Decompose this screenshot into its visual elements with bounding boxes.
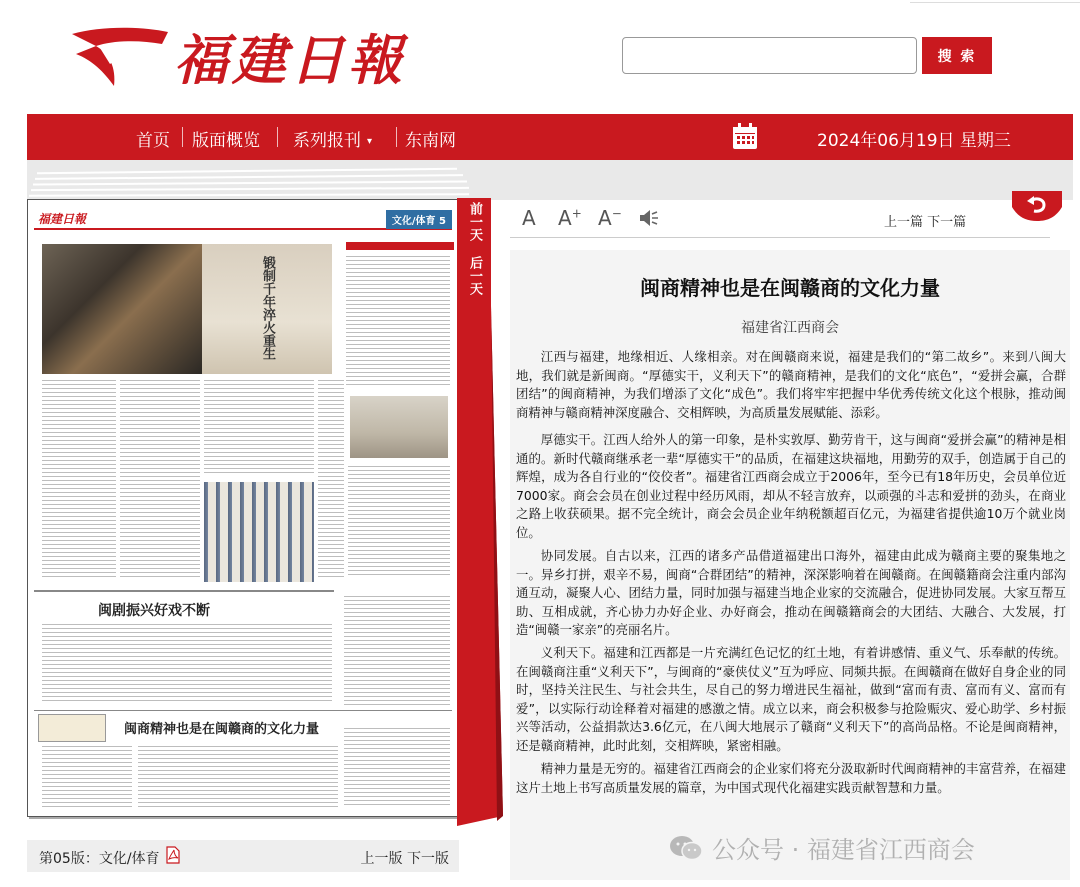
article-panel xyxy=(510,250,1070,880)
article-text xyxy=(138,746,338,808)
calendar-icon[interactable] xyxy=(732,123,758,150)
side-column-marker xyxy=(346,242,454,250)
body-text-column xyxy=(42,380,116,580)
logo-text: 福建日報 xyxy=(174,28,406,92)
side-text-column xyxy=(344,596,450,706)
minus-icon: − xyxy=(611,206,622,221)
paper-section-tab: 文化/体育 5 xyxy=(386,210,452,229)
nav-item-dongnanwang[interactable]: 东南网 xyxy=(405,131,456,151)
opera-text xyxy=(42,624,332,704)
article-toolbar xyxy=(510,200,1050,238)
body-text-column xyxy=(318,380,344,580)
next-day-label: 后一天 xyxy=(467,256,482,295)
current-date: 2024年06月19日 星期三 xyxy=(817,131,1011,151)
wechat-icon xyxy=(668,834,704,862)
paper-stack xyxy=(27,160,1073,200)
page-label: 第05版：文化/体育 xyxy=(39,851,160,867)
article-author: 福建省江西商会 xyxy=(741,320,839,336)
article-paragraph: 厚德实干。江西人给外人的第一印象，是朴实敦厚、勤劳肯干，这与闽商“爱拼会赢”的精神是相通的。新时代赣商继承老一辈“厚德实干”的品质，在福建这块福地，用勤劳的双手，创造属于自己的辉煌，成为各自行业的“佼佼者”。福建省江西商会成立于2006年，至今已有18年历史，会员单位近7000家。商会会员在创业过程中经历风雨，却从不轻言放弃，以顽强的斗志和爱拼的劲头，在商业之路上收获硕果。据不完全统计，商会会员企业年纳税额超百亿元，为福建省提供逾10万个就业岗位。 xyxy=(516,432,1066,540)
opera-headline[interactable]: 闽剧振兴好戏不断 xyxy=(98,603,210,619)
search-button[interactable]: 搜 索 xyxy=(922,37,992,74)
watermark-text: 公众号 · 福建省江西商会 xyxy=(712,836,975,864)
side-text-column xyxy=(348,466,450,576)
font-larger-label: A xyxy=(558,206,572,230)
article-headline-link[interactable]: 闽商精神也是在闽赣商的文化力量 xyxy=(124,722,320,737)
nav-divider xyxy=(277,127,278,147)
day-ribbon xyxy=(457,198,491,306)
article-title: 闽商精神也是在闽赣商的文化力量 xyxy=(640,276,940,300)
section-divider xyxy=(34,590,334,592)
main-nav xyxy=(27,114,1073,160)
side-text-column xyxy=(344,728,450,808)
font-smaller-button[interactable] xyxy=(598,206,622,230)
feature-photo[interactable] xyxy=(42,244,202,374)
column-badge xyxy=(38,714,106,742)
article-paragraph: 协同发展。自古以来，江西的诸多产品借道福建出口海外，福建由此成为赣商主要的聚集地之一。异乡打拼，艰辛不易，闽商“合群团结”的精神，深深影响着在闽赣商。在闽赣籍商会注重内部沟通互动，凝聚人心、团结力量，同时加强与福建当地企业家的交流融合，促进协同发展。大家互帮互助、互相成就，齐心协力办好企业、办好商会，推动在闽赣籍商会的大团结、大融合、大发展，打造“闽赣一家亲”的亮丽名片。 xyxy=(516,548,1066,638)
site-header xyxy=(0,0,1080,114)
craft-photo[interactable] xyxy=(204,482,314,582)
site-logo[interactable] xyxy=(70,18,406,95)
search-input[interactable] xyxy=(622,37,917,74)
nav-item-overview[interactable]: 版面概览 xyxy=(192,131,260,151)
next-day-link[interactable] xyxy=(462,256,486,295)
article-text xyxy=(42,746,132,808)
side-photo[interactable] xyxy=(350,396,448,458)
nav-item-series-label: 系列报刊 xyxy=(293,131,361,151)
pdf-icon[interactable] xyxy=(165,846,181,864)
font-normal-button[interactable]: A xyxy=(522,206,536,230)
ribbon-fold xyxy=(457,306,503,826)
article-paragraph: 义利天下。福建和江西都是一片充满红色记忆的红土地，有着讲感情、重义气、乐奉献的传统。在闽赣商注重“义利天下”，与闽商的“豪侠仗义”互为呼应、同频共振。在闽赣商在做好自身企业的同时，坚持关注民生、与社会共生，尽自己的努力增进民生福祉，做到“富而有责、富而有义、富而有爱”，以实际行动诠释着对福建的感激之情。成立以来，商会积极参与抢险赈灾、爱心助学、乡村振兴等活动，公益捐款达3.6亿元，在八闽大地展示了赣商“义利天下”的高尚品格。不论是闽商精神，还是赣商精神，此时此刻，交相辉映，紧密相融。 xyxy=(516,645,1066,753)
body-text-column xyxy=(204,380,314,476)
page-footer-bar xyxy=(27,840,459,872)
section-divider xyxy=(34,710,452,711)
nav-item-series[interactable] xyxy=(293,126,372,151)
nav-divider xyxy=(396,127,397,147)
plus-icon: + xyxy=(571,206,582,221)
feature-headline[interactable]: 锻制千年淬火重生 xyxy=(260,256,275,360)
paper-logo: 福建日報 xyxy=(38,212,87,226)
page-prev-next[interactable]: 上一版 下一版 xyxy=(360,851,449,867)
back-icon[interactable] xyxy=(1012,191,1062,221)
speaker-icon[interactable] xyxy=(638,209,660,227)
font-smaller-label: A xyxy=(598,206,612,230)
prev-day-link[interactable] xyxy=(462,202,486,241)
article-prev-next[interactable]: 上一篇 下一篇 xyxy=(884,215,967,230)
paper-masthead xyxy=(34,208,452,230)
nav-item-home[interactable]: 首页 xyxy=(136,131,170,151)
font-larger-button[interactable] xyxy=(558,206,582,230)
wechat-watermark xyxy=(668,830,975,865)
newspaper-page[interactable] xyxy=(27,199,459,817)
article-paragraph: 精神力量是无穷的。福建省江西商会的企业家们将充分汲取新时代闽商精神的丰富营养，在福建这片土地上书写高质量发展的篇章，为中国式现代化福建实践贡献智慧和力量。 xyxy=(516,761,1066,795)
top-divider xyxy=(910,0,1080,3)
caret-down-icon: ▾ xyxy=(367,135,373,147)
logo-mark-icon xyxy=(70,24,170,90)
body-text-column xyxy=(120,380,200,580)
article-paragraph: 江西与福建，地缘相近、人缘相亲。对在闽赣商来说，福建是我们的“第二故乡”。来到八闽大地，我们就是新闽商。“厚德实干，义利天下”的赣商精神，是我们的文化“底色”，“爱拼会赢，合群团结”的闽商精神，为我们增添了文化“成色”。我们将牢牢把握中华优秀传统文化这个根脉，推动闽商精神与赣商精神深度融合、交相辉映，为高质量发展赋能、添彩。 xyxy=(516,349,1066,420)
side-text-column xyxy=(346,256,450,386)
prev-day-label: 前一天 xyxy=(467,202,482,241)
nav-divider xyxy=(182,127,183,147)
